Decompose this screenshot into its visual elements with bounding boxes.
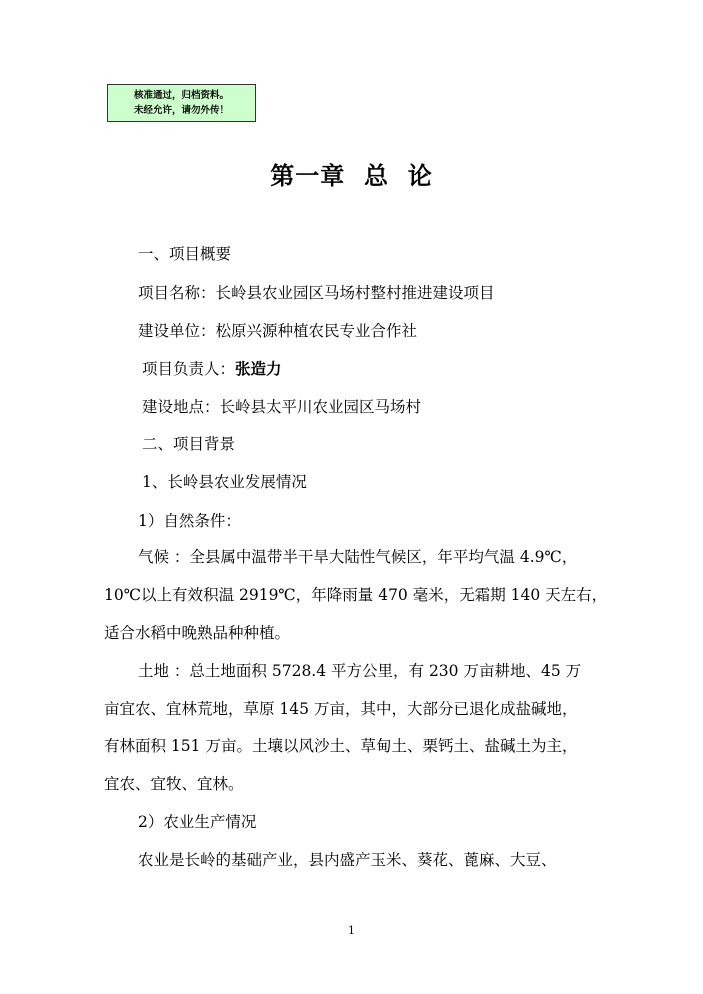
- climate-line-2: 10℃以上有效积温 2919℃，年降雨量 470 毫米，无霜期 140 天左右，: [104, 586, 608, 604]
- natural-conditions-heading: 1）自然条件：: [138, 512, 241, 530]
- overview-heading: 一、项目概要: [138, 245, 232, 263]
- project-leader: [142, 358, 282, 380]
- stamp-line-1: 核准通过，归档资料。: [133, 90, 229, 101]
- leader-label: 项目负责人：: [142, 360, 236, 378]
- land-line-1: 土地 ：总土地面积 5728.4 平方公里，有 230 万亩耕地、45 万: [138, 662, 582, 680]
- project-name: 项目名称：长岭县农业园区马场村整村推进建设项目: [138, 284, 495, 302]
- leader-name: 张造力: [235, 359, 282, 378]
- land-line-2: 亩宜农、宜林荒地，草原 145 万亩，其中，大部分已退化成盐碱地，: [104, 700, 578, 718]
- construction-unit: 建设单位：松原兴源种植农民专业合作社: [138, 322, 418, 340]
- land-line-4: 宜农、宜牧、宜林。: [104, 775, 244, 793]
- background-heading: 二、项目背景: [142, 435, 236, 453]
- construction-location: 建设地点：长岭县太平川农业园区马场村: [142, 398, 422, 416]
- agri-production-line: 农业是长岭的基础产业，县内盛产玉米、葵花、蓖麻、大豆、: [138, 851, 557, 869]
- climate-line-1: 气候 ：全县属中温带半干旱大陆性气候区，年平均气温 4.9℃，: [138, 548, 578, 566]
- stamp-line-2: 未经允许，请勿外传！: [133, 105, 229, 116]
- chapter-title: 第一章 总 论: [270, 161, 433, 190]
- confidential-stamp: [107, 84, 256, 122]
- land-line-3: 有林面积 151 万亩。土壤以风沙土、草甸土、栗钙土、盐碱土为主，: [104, 737, 578, 755]
- climate-line-3: 适合水稻中晚熟品种种植。: [104, 624, 291, 642]
- agri-production-heading: 2）农业生产情况: [138, 813, 257, 831]
- subheading-agri-development: 1、长岭县农业发展情况: [142, 473, 307, 491]
- page-number: 1: [348, 924, 355, 937]
